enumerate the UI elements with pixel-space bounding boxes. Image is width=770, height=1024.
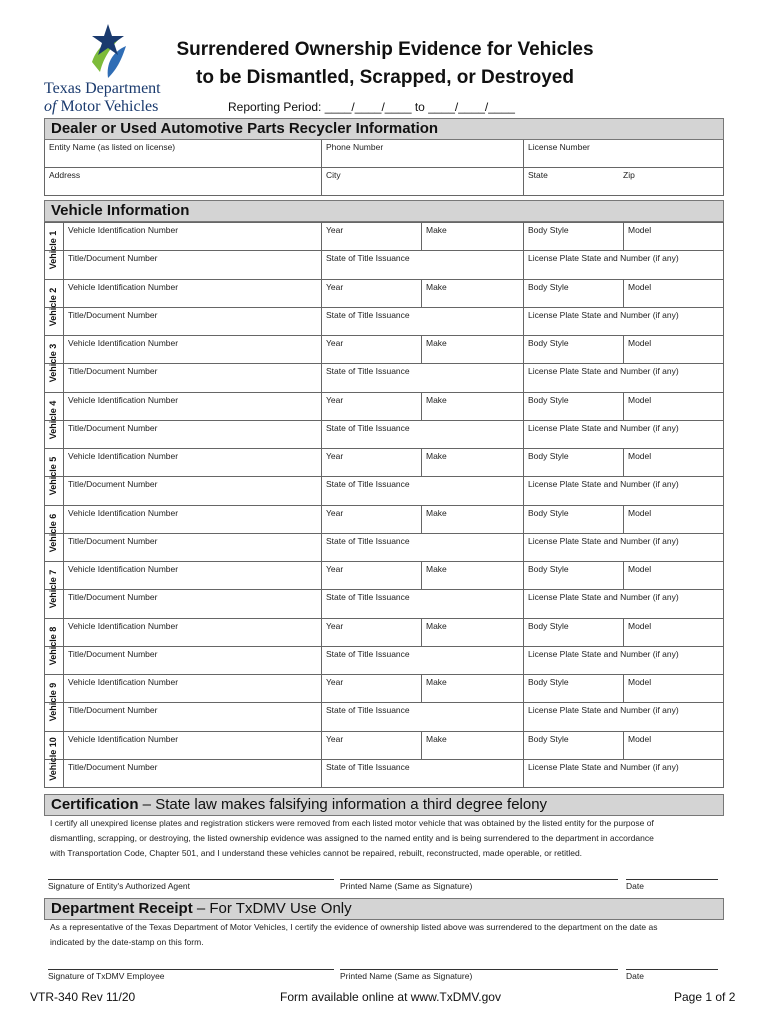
entity-name-field[interactable]: Entity Name (as listed on license) [49,142,176,152]
employee-printed-name-line[interactable]: Printed Name (Same as Signature) [340,969,618,981]
vehicle-row-b [45,364,723,393]
state-title-field[interactable]: State of Title Issuance [321,590,523,618]
form-id: VTR-340 Rev 11/20 [30,990,136,1004]
license-plate-field[interactable]: License Plate State and Number (if any) [523,703,723,731]
model-field[interactable]: Model [623,675,723,702]
year-field[interactable]: Year [321,449,421,476]
vehicle-number-label: Vehicle 8 [48,626,58,666]
vehicle-row-a [45,619,723,647]
dealer-section-heading: Dealer or Used Automotive Parts Recycler Information [44,118,724,140]
vin-field[interactable]: Vehicle Identification Number [63,223,321,250]
vehicle-row-b [45,590,723,619]
license-plate-field[interactable]: License Plate State and Number (if any) [523,534,723,562]
year-field[interactable]: Year [321,393,421,420]
entity-signature-line[interactable]: Signature of Entity's Authorized Agent [48,879,334,891]
state-title-field[interactable]: State of Title Issuance [321,477,523,505]
year-field[interactable]: Year [321,732,421,759]
model-field[interactable]: Model [623,506,723,533]
certification-text: I certify all unexpired license plates and registration stickers were removed from each listed motor vehicle that was obtained by the listed entity for the purpose of dismantling, scrapping, or destroying, the listed ownership evidence was assigned to the named entity and is being surrendered to the department in accordance with Transportation Code, Chapter 501, and I understand these vehicles cannot be repaired, rebuilt, reconstructed, made operable, or retitled. [50,818,654,858]
title-document-field[interactable]: Title/Document Number [63,364,321,392]
year-field[interactable]: Year [321,280,421,307]
vehicle-number-label: Vehicle 3 [48,343,58,383]
state-field[interactable]: State [523,168,619,195]
vehicle-row-a [45,223,723,251]
make-field[interactable]: Make [421,506,523,533]
title-document-field[interactable]: Title/Document Number [63,308,321,336]
receipt-text: As a representative of the Texas Department of Motor Vehicles, I certify the evidence of ownership listed above was surrendered to the department on the date as indicated by the date-stamp on this form. [50,922,658,947]
vehicle-number-label: Vehicle 6 [48,513,58,553]
make-field[interactable]: Make [421,619,523,646]
state-title-field[interactable]: State of Title Issuance [321,364,523,392]
model-field[interactable]: Model [623,562,723,589]
employee-date-line[interactable]: Date [626,969,718,981]
year-field[interactable]: Year [321,619,421,646]
year-field[interactable]: Year [321,223,421,250]
vehicle-number-label: Vehicle 10 [48,736,58,781]
vin-field[interactable]: Vehicle Identification Number [63,562,321,589]
vehicle-row-b [45,308,723,337]
title-document-field[interactable]: Title/Document Number [63,477,321,505]
city-field[interactable]: City [321,168,523,195]
state-title-field[interactable]: State of Title Issuance [321,760,523,788]
body-style-field[interactable]: Body Style [523,336,623,363]
receipt-heading: Department Receipt – For TxDMV Use Only [44,898,724,920]
txdmv-logo [38,18,178,118]
model-field[interactable]: Model [623,393,723,420]
year-field[interactable]: Year [321,336,421,363]
entity-date-line[interactable]: Date [626,879,718,891]
license-plate-field[interactable]: License Plate State and Number (if any) [523,308,723,336]
license-plate-field[interactable]: License Plate State and Number (if any) [523,760,723,788]
state-title-field[interactable]: State of Title Issuance [321,534,523,562]
reporting-period: Reporting Period: ____/____/____ to ____/____/____ [228,100,515,114]
vehicle-number-label: Vehicle 2 [48,287,58,327]
logo-line2: of Motor Vehicles [44,98,159,115]
vehicle-number-label: Vehicle 7 [48,569,58,609]
body-style-field[interactable]: Body Style [523,619,623,646]
license-plate-field[interactable]: License Plate State and Number (if any) [523,251,723,279]
title-document-field[interactable]: Title/Document Number [63,534,321,562]
body-style-field[interactable]: Body Style [523,732,623,759]
year-field[interactable]: Year [321,506,421,533]
title-document-field[interactable]: Title/Document Number [63,760,321,788]
vin-field[interactable]: Vehicle Identification Number [63,449,321,476]
body-style-field[interactable]: Body Style [523,280,623,307]
license-plate-field[interactable]: License Plate State and Number (if any) [523,421,723,449]
state-title-field[interactable]: State of Title Issuance [321,703,523,731]
license-plate-field[interactable]: License Plate State and Number (if any) [523,590,723,618]
period-end-field[interactable]: ____/____/____ [428,100,515,114]
model-field[interactable]: Model [623,280,723,307]
logo-line1: Texas Department [44,80,161,97]
vehicle-row-a [45,393,723,421]
vehicle-row-b [45,251,723,280]
star-logo-icon [78,22,138,82]
vehicle-number-label: Vehicle 5 [48,456,58,496]
title-document-field[interactable]: Title/Document Number [63,251,321,279]
body-style-field[interactable]: Body Style [523,675,623,702]
model-field[interactable]: Model [623,223,723,250]
vehicle-row-a [45,562,723,590]
page-number: Page 1 of 2 [674,990,736,1004]
state-title-field[interactable]: State of Title Issuance [321,251,523,279]
vin-field[interactable]: Vehicle Identification Number [63,619,321,646]
zip-field[interactable]: Zip [623,170,635,180]
body-style-field[interactable]: Body Style [523,562,623,589]
make-field[interactable]: Make [421,223,523,250]
phone-field[interactable]: Phone Number [321,140,523,167]
make-field[interactable]: Make [421,449,523,476]
vin-field[interactable]: Vehicle Identification Number [63,393,321,420]
make-field[interactable]: Make [421,732,523,759]
body-style-field[interactable]: Body Style [523,449,623,476]
vehicle-row-b [45,534,723,563]
state-title-field[interactable]: State of Title Issuance [321,647,523,675]
state-title-field[interactable]: State of Title Issuance [321,421,523,449]
certification-heading: Certification – State law makes falsifying information a third degree felony [44,794,724,816]
vehicle-number-label: Vehicle 4 [48,400,58,440]
form-title: Surrendered Ownership Evidence for Vehicles to be Dismantled, Scrapped, or Destroyed [176,39,594,88]
vehicle-section-heading: Vehicle Information [44,200,724,222]
vehicle-row-b [45,477,723,506]
address-field[interactable]: Address [49,170,81,180]
entity-printed-name-line[interactable]: Printed Name (Same as Signature) [340,879,618,891]
vehicle-row-b [45,647,723,676]
vehicle-row-a [45,732,723,760]
vehicle-row-b [45,760,723,789]
make-field[interactable]: Make [421,336,523,363]
model-field[interactable]: Model [623,732,723,759]
make-field[interactable]: Make [421,393,523,420]
vehicle-row-a [45,336,723,364]
vin-field[interactable]: Vehicle Identification Number [63,506,321,533]
online-link[interactable]: Form available online at www.TxDMV.gov [280,990,501,1004]
vehicle-row-b [45,703,723,732]
vehicle-row-a [45,506,723,534]
title-document-field[interactable]: Title/Document Number [63,703,321,731]
body-style-field[interactable]: Body Style [523,506,623,533]
vin-field[interactable]: Vehicle Identification Number [63,675,321,702]
title-document-field[interactable]: Title/Document Number [63,647,321,675]
vin-field[interactable]: Vehicle Identification Number [63,280,321,307]
model-field[interactable]: Model [623,619,723,646]
body-style-field[interactable]: Body Style [523,393,623,420]
license-plate-field[interactable]: License Plate State and Number (if any) [523,647,723,675]
year-field[interactable]: Year [321,562,421,589]
vehicle-grid [44,222,724,788]
vehicle-number-label: Vehicle 1 [48,230,58,270]
dealer-grid [44,140,724,196]
license-plate-field[interactable]: License Plate State and Number (if any) [523,477,723,505]
make-field[interactable]: Make [421,562,523,589]
make-field[interactable]: Make [421,280,523,307]
vehicle-row-b [45,421,723,450]
make-field[interactable]: Make [421,675,523,702]
vin-field[interactable]: Vehicle Identification Number [63,336,321,363]
vin-field[interactable]: Vehicle Identification Number [63,732,321,759]
title-document-field[interactable]: Title/Document Number [63,590,321,618]
vehicle-number-label: Vehicle 9 [48,682,58,722]
year-field[interactable]: Year [321,675,421,702]
state-title-field[interactable]: State of Title Issuance [321,308,523,336]
license-field[interactable]: License Number [523,140,723,167]
body-style-field[interactable]: Body Style [523,223,623,250]
vehicle-row-a [45,675,723,703]
model-field[interactable]: Model [623,449,723,476]
vehicle-row-a [45,280,723,308]
vehicle-row-a [45,449,723,477]
employee-signature-line[interactable]: Signature of TxDMV Employee [48,969,334,981]
model-field[interactable]: Model [623,336,723,363]
period-start-field[interactable]: ____/____/____ [324,100,412,114]
license-plate-field[interactable]: License Plate State and Number (if any) [523,364,723,392]
title-document-field[interactable]: Title/Document Number [63,421,321,449]
